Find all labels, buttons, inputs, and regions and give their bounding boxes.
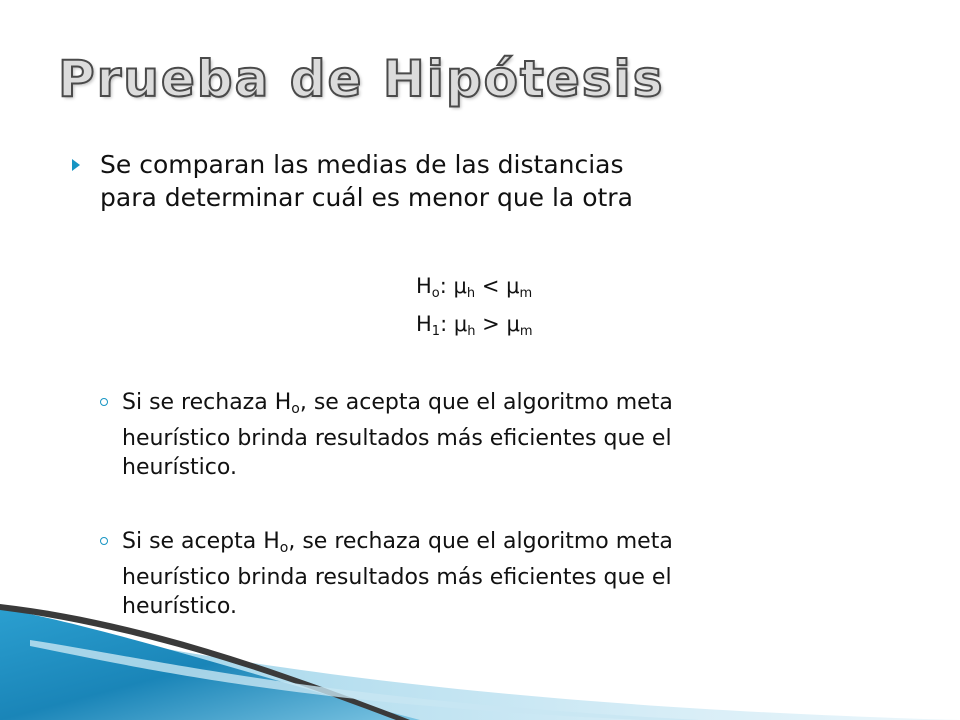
main-bullet-text — [100, 148, 890, 214]
sub-bullet-reject-text — [122, 388, 902, 482]
sub-bullet-line: Si se acepta $H_o$, se rechaza que el algoritmo meta — [122, 529, 673, 556]
triangle-right-icon — [72, 159, 80, 171]
sub-bullet-line: heurístico brinda resultados más eficientes que el — [122, 565, 672, 590]
decorative-wave — [0, 600, 960, 720]
main-bullet-line-1: Se comparan las medias de las distancias — [100, 150, 624, 179]
alternative-hypothesis: $H_1$: $\mu_h > \mu_m$ — [416, 312, 533, 339]
ring-bullet-icon — [100, 398, 108, 406]
sub-bullet-line: Si se rechaza $H_o$, se acepta que el algoritmo meta — [122, 390, 673, 417]
ring-bullet-icon — [100, 537, 108, 545]
null-hypothesis: $H_o$: $\mu_h < \mu_m$ — [416, 274, 533, 301]
sub-bullet-line: heurístico. — [122, 455, 237, 480]
slide-title: Prueba de Hipótesis — [58, 50, 665, 108]
main-bullet-line-2: para determinar cuál es menor que la otra — [100, 183, 633, 212]
sub-bullet-line: heurístico. — [122, 594, 237, 619]
sub-bullet-line: heurístico brinda resultados más eficientes que el — [122, 426, 672, 451]
